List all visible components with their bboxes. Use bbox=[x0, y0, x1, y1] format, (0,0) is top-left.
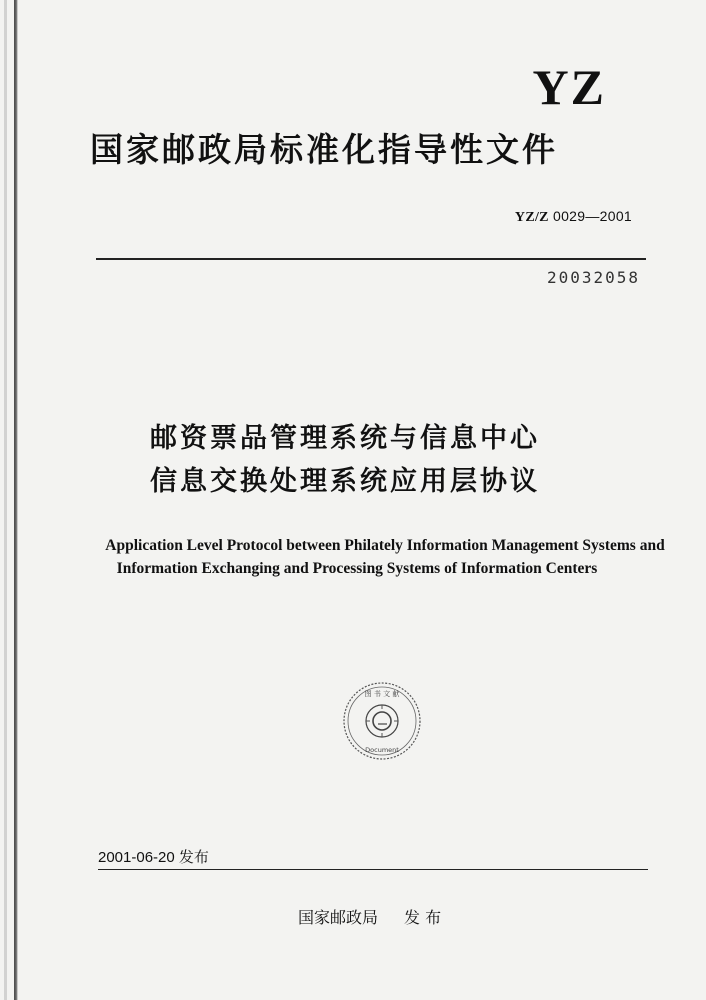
document-number-value: 0029—2001 bbox=[553, 208, 632, 224]
publisher-line bbox=[298, 905, 441, 928]
chinese-title-line-2: 信息交换处理系统应用层协议 bbox=[150, 466, 540, 497]
library-seal-stamp bbox=[341, 680, 423, 762]
english-title-line-1: Application Level Protocol between Philately Information Management Systems and bbox=[105, 537, 665, 554]
english-title-line-2: Information Exchanging and Processing Systems of Information Centers bbox=[116, 560, 598, 577]
header-rule bbox=[96, 258, 646, 260]
publish-verb: 发 布 bbox=[404, 908, 442, 927]
scan-binding-edge bbox=[14, 0, 18, 1000]
archive-stamp-number: 20032058 bbox=[546, 268, 640, 287]
standard-code: YZ bbox=[532, 59, 606, 115]
document-number bbox=[515, 208, 632, 226]
release-date: 2001-06-20 发布 bbox=[98, 849, 209, 866]
footer-rule bbox=[98, 869, 648, 870]
seal-bottom-text: Document bbox=[365, 746, 399, 754]
document-number-prefix: YZ/Z bbox=[514, 210, 549, 225]
seal-top-text: 图 书 文 献 bbox=[364, 690, 400, 698]
issuer-title: 国家邮政局标准化指导性文件 bbox=[90, 130, 558, 169]
publisher-name: 国家邮政局 bbox=[298, 908, 379, 927]
scan-binding-shadow bbox=[4, 0, 7, 1000]
chinese-title-line-1: 邮资票品管理系统与信息中心 bbox=[150, 423, 540, 454]
